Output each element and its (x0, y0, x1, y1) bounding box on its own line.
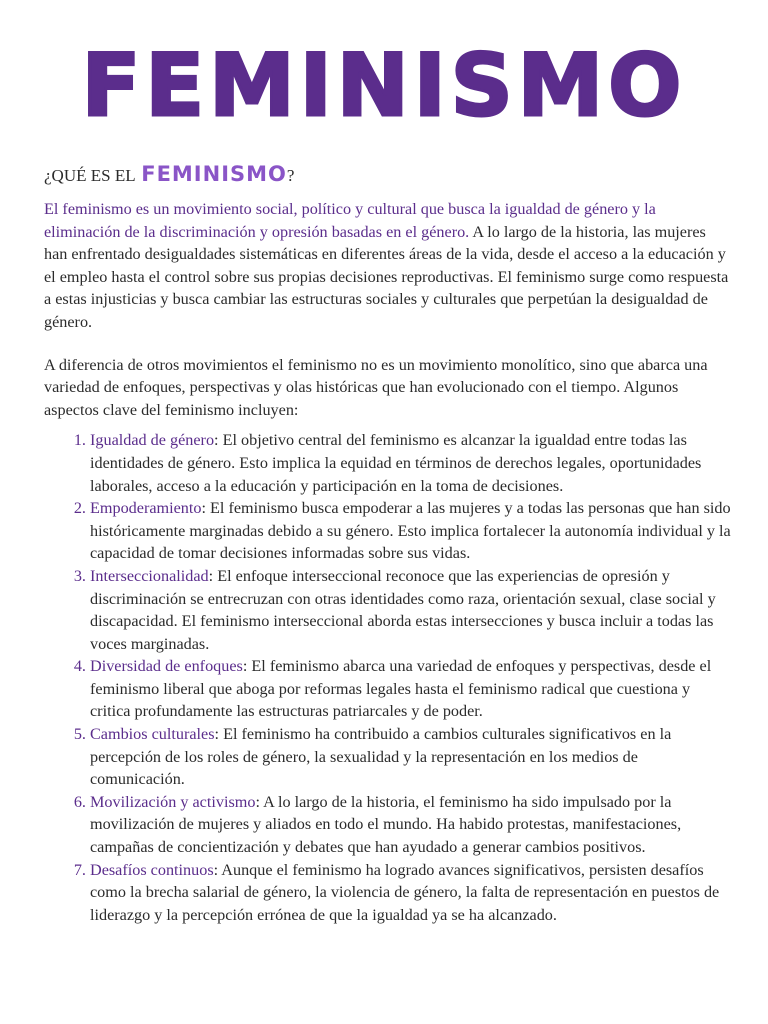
page-title: FEMINISMO (81, 36, 687, 136)
aspect-term: Movilización y activismo (90, 792, 256, 811)
section-heading-accent: FEMINISMO (141, 162, 287, 186)
aspect-term: Cambios culturales (90, 725, 215, 744)
intro-rest: A lo largo de la historia, las mujeres han enfrentado desigualdades sistemáticas en diferentes áreas de la vida, desde el acceso a la educación y el empleo hasta el control sobre sus propias decisiones reproductivas. El feminismo surge como respuesta a estas injusticias y busca cambiar las estructuras sociales y culturales que perpetúan la desigualdad de género. (44, 222, 729, 331)
intro-paragraph (44, 198, 732, 334)
second-paragraph: A diferencia de otros movimientos el feminismo no es un movimiento monolítico, sino que abarca una variedad de enfoques, perspectivas y olas históricas que han evolucionado con el tiempo. Algunos aspectos clave del feminismo incluyen: (44, 355, 708, 419)
aspect-term: Diversidad de enfoques (90, 657, 243, 676)
list-item (90, 429, 732, 497)
aspect-text: : El enfoque interseccional reconoce que las experiencias de opresión y discriminación se entrecruzan con otras identidades como raza, orientación sexual, clase social y discapacidad. El feminismo interseccional aborda estas intersecciones y busca incluir a todas las voces marginadas. (90, 566, 716, 653)
intro-highlight: El feminismo es un movimiento social, político y cultural que busca la igualdad de género y la eliminación de la discriminación y opresión basadas en el género. (44, 200, 656, 241)
aspect-text: : El feminismo busca empoderar a las mujeres y a todas las personas que han sido históricamente marginadas debido a su género. Esto implica fortalecer la autonomía individual y la capacidad de tomar decisiones informadas sobre sus vidas. (90, 499, 731, 563)
document-body (44, 198, 732, 926)
list-item (90, 565, 732, 655)
aspect-text: : A lo largo de la historia, el feminismo ha sido impulsado por la movilización de mujeres y aliados en todo el mundo. Ha habido protestas, manifestaciones, campañas de concientización y debates que han ayudado a generar cambios positivos. (90, 792, 682, 857)
list-item (90, 791, 732, 859)
section-heading (44, 160, 294, 190)
aspect-text: : El objetivo central del feminismo es alcanzar la igualdad entre todas las identidades de género. Esto implica la equidad en términos de derechos legales, oportunidades laborales, acceso a la educación y participación en la toma de decisiones. (90, 431, 702, 495)
aspects-list (44, 429, 732, 926)
aspect-term: Interseccionalidad (90, 566, 209, 585)
section-heading-suffix: ? (286, 166, 295, 185)
list-item (90, 497, 732, 565)
aspect-term: Empoderamiento (90, 499, 202, 518)
aspect-text: : El feminismo ha contribuido a cambios culturales significativos en la percepción de los roles de género, la sexualidad y la representación en los medios de comunicación. (90, 725, 672, 789)
aspect-term: Igualdad de género (90, 431, 215, 450)
aspect-text: : El feminismo abarca una variedad de enfoques y perspectivas, desde el feminismo liberal que aboga por reformas legales hasta el feminismo radical que cuestiona y critica profundamente las estructuras patriarcales y de poder. (90, 657, 712, 721)
section-heading-prefix: ¿QUÉ ES EL (44, 166, 135, 185)
list-item (90, 723, 732, 791)
list-item (90, 655, 732, 723)
list-item (90, 859, 732, 927)
aspect-text: : Aunque el feminismo ha logrado avances significativos, persisten desafíos como la brecha salarial de género, la violencia de género, la falta de representación en puestos de liderazgo y la percepción errónea de que la igualdad ya se ha alcanzado. (90, 860, 720, 924)
aspect-term: Desafíos continuos (90, 860, 214, 879)
